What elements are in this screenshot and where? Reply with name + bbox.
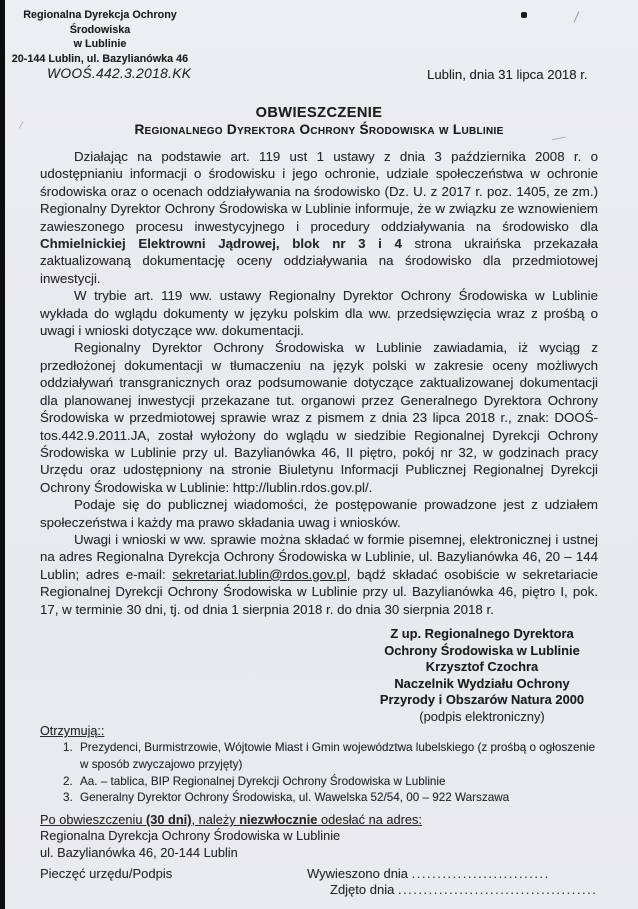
title-line-2: Regionalnego Dyrektora Ochrony Środowiska w Lublinie: [134, 122, 504, 137]
removed-date-line: [330, 882, 597, 897]
document-body: [40, 148, 598, 618]
removed-date-fill-line: .......................................: [397, 882, 598, 897]
paragraph-extract-details: Regionalny Dyrektor Ochrony Środowiska w Lublinie zawiadamia, iż wyciąg z przedłożonej dokumentacji w tłumaczeniu na język polski w zakresie oceny możliwych oddziaływań transgranicznych oraz podsumowanie dotyczące zaktualizowanej dokumentacji dla planowanej inwestycji przekazane tut. organowi przez Generalnego Dyrektora Ochrony Środowiska w przedmiotowej sprawie wraz z pismem z dnia 23 lipca 2018 r., znak: DOOŚ-tos.442.9.2011.JA, został wyłożony do wglądu w siedzibie Regionalnej Dyrekcji Ochrony Środowiska w Lublinie przy ul. Bazylianówka 46, II piętro, pokój nr 32, w godzinach pracy Urzędu oraz udostępniony na stronie Biuletynu Informacji Publicznej Regionalnej Dyrekcji Ochrony Środowiska w Lublinie: http://lublin.rdos.gov.pl/.: [40, 340, 598, 495]
return-instruction-block: [40, 812, 600, 861]
signature-line-1: Z up. Regionalnego Dyrektora: [390, 626, 574, 641]
signatory-name: Krzysztof Czochra: [425, 659, 539, 675]
return-address-line-2: ul. Bazylianówka 46, 20-144 Lublin: [40, 844, 238, 860]
place-and-date: Lublin, dnia 31 lipca 2018 r.: [427, 67, 588, 82]
paragraph-legal-basis: Działając na podstawie art. 119 ust 1 ustawy z dnia 3 października 2008 r. o udostępnianiu informacji o środowisku i jego ochronie, udziale społeczeństwa w ochronie środowiska oraz o ocenach oddziaływania na środowisko (Dz. U. z 2017 r. poz. 1405, ze zm.) Regionalny Dyrektor Ochrony Środowiska w Lublinie informuje, że w związku ze wznowieniem zawieszonego procesu inwestycyjnego i procedury oddziaływania na środowisko dla Chmielnickiej Elektrowni Jądrowej, blok nr 3 i 4 strona ukraińska przekazała zaktualizowaną dokumentację oceny oddziaływania na środowisko dla przedmiotowej inwestycji.: [40, 149, 598, 286]
return-instruction-heading: Po obwieszczeniu (30 dni), należy niezwłocznie odesłać na adres:: [40, 812, 422, 827]
sender-line-2: w Lublinie: [73, 38, 127, 50]
stamp-signature-label: Pieczęć urzędu/Podpis: [40, 866, 173, 881]
signature-line-2: Ochrony Środowiska w Lublinie: [384, 642, 580, 658]
case-reference-number: WOOŚ.442.3.2018.KK: [47, 66, 192, 81]
distribution-item: 3. Generalny Dyrektor Ochrony Środowiska, ul. Wawelska 52/54, 00 – 922 Warszawa: [76, 790, 600, 807]
scratch-mark-artifact: [574, 11, 580, 22]
ink-dot-artifact: [521, 12, 527, 18]
distribution-item: 2. Aa. – tablica, BIP Regionalnej Dyrekcji Ochrony Środowiska w Lublinie: [76, 774, 600, 791]
distribution-list: [40, 724, 600, 807]
paragraph-documents-available: W trybie art. 119 ww. ustawy Regionalny Dyrektor Ochrony Środowiska w Lublinie wykłada do wglądu dokumenty w języku polskim dla ww. przedsięwzięcia wraz z prośbą o uwagi i wnioski dotyczące ww. dokumentacji.: [40, 288, 598, 339]
removed-date-label: Zdjęto dnia: [330, 882, 395, 897]
signatory-title-line-2: Przyrody i Obszarów Natura 2000: [379, 692, 585, 708]
sender-line-1: Regionalna Dyrekcja Ochrony Środowiska: [23, 9, 177, 36]
return-address-line-1: Regionalna Dyrekcja Ochrony Środowiska w Lublinie: [40, 828, 341, 844]
paragraph-public-notice: Podaje się do publicznej wiadomości, że postępowanie prowadzone jest z udziałem społeczeństwa i każdy ma prawo składania uwag i wniosków.: [40, 497, 598, 530]
distribution-items: [40, 740, 600, 807]
distribution-item: 1. Prezydenci, Burmistrzowie, Wójtowie Miast i Gmin województwa lubelskiego (z prośbą o ogłoszenie w sposób zwyczajowo przyjęty): [76, 740, 600, 774]
sender-address-block: [10, 8, 190, 66]
posted-date-fill-line: ...........................: [411, 866, 550, 881]
posted-date-line: [307, 866, 550, 881]
distribution-heading: Otrzymują::: [40, 724, 105, 738]
title-line-1: OBWIESZCZENIE: [255, 105, 383, 121]
signature-block: [352, 626, 612, 726]
electronic-signature-note: (podpis elektroniczny): [419, 708, 545, 724]
document-title: [0, 105, 638, 137]
paragraph-comments-submission: Uwagi i wnioski w ww. sprawie można składać w formie pisemnej, elektronicznej i ustnej na adres Regionalna Dyrekcja Ochrony Środowiska w Lublinie, ul. Bazylianówka 46, 20 – 144 Lublin; adres e-mail: sekretariat.lublin@rdos.gov.pl, bądź składać osobiście w sekretariacie Regionalnej Dyrekcji Ochrony Środowiska w Lublinie przy ul. Bazylianówka 46, piętro I, pok. 17, w terminie 30 dni, tj. od dnia 1 sierpnia 2018 r. do dnia 30 sierpnia 2018 r.: [40, 531, 598, 617]
posted-date-label: Wywieszono dnia: [307, 866, 409, 881]
sender-line-3: 20-144 Lublin, ul. Bazylianówka 46: [11, 52, 189, 65]
signatory-title-line-1: Naczelnik Wydziału Ochrony: [394, 675, 570, 691]
